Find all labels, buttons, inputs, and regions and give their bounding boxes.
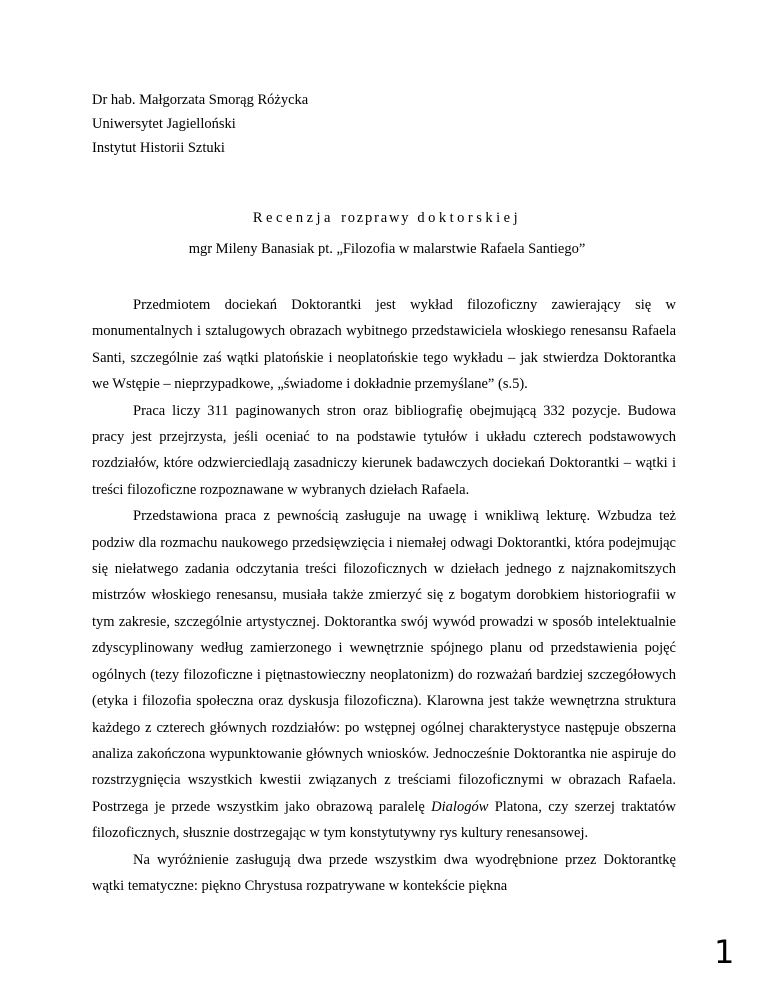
paragraph-3-italic-title: Dialogów [431, 798, 489, 815]
paragraph-4: Na wyróżnienie zasługują dwa przede wszystkim dwa wyodrębnione przez Doktorantkę wątki tematyczne: piękno Chrystusa rozpatrywane w kontekście piękna [92, 851, 676, 894]
title-word-3: doktorskiej [417, 210, 522, 226]
author-header [92, 88, 308, 160]
paragraph-2: Praca liczy 311 paginowanych stron oraz bibliografię obejmującą 332 pozycje. Budowa pracy jest przejrzysta, jeśli oceniać to na podstawie tytułów i układu czterech podstawowych rozdziałów, które odzwierciedlają zasadniczy kierunek badawczych dociekań Doktorantki – wątki i treści filozoficzne rozpoznawane w wybranych dziełach Rafaela. [92, 402, 676, 498]
document-body [92, 292, 676, 899]
author-name: Dr hab. Małgorzata Smorąg Różycka [92, 92, 309, 108]
paragraph-3 [92, 503, 676, 846]
document-subtitle: mgr Mileny Banasiak pt. „Filozofia w malarstwie Rafaela Santiego” [188, 241, 586, 257]
title-block [0, 208, 768, 259]
title-word-2: rozprawy [341, 210, 411, 226]
paragraph-3-text-before: Przedstawiona praca z pewnością zasługuje na uwagę i wnikliwą lekturę. Wzbudza też podziw dla rozmachu naukowego przedsięwzięcia i niemałej odwagi Doktorantki, która podejmując się niełatwego zadania odczytania treści filozoficznych w dziełach jednego z najznakomitszych mistrzów włoskiego renesansu, musiała także zmierzyć się z bogatym dorobkiem historiografii w tym zakresie, szczególnie artystycznej. Doktorantka swój wywód prowadzi w sposób intelektualnie zdyscyplinowany według zamierzonego i wewnętrznie spójnego planu od przedstawienia pojęć ogólnych (tezy filozoficzne i piętnastowieczny neoplatonizm) do rozważań bardziej szczegółowych (etyka i filozofia społeczna oraz dyskusja filozoficzna). Klarowna jest także wewnętrzna struktura każdego z czterech głównych rozdziałów: po wstępnej ogólnej charakterystyce następuje obszerna analiza zakończona wypunktowanie głównych wniosków. Jednocześnie Doktorantka nie aspiruje do rozstrzygnięcia wszystkich kwestii związanych z treściami filozoficznymi w obrazach Rafaela. Postrzega je przede wszystkim jako obrazową paralelę [92, 508, 676, 815]
title-word-1: Recenzja [252, 210, 334, 226]
university-name: Uniwersytet Jagielloński [92, 116, 236, 132]
paragraph-3-text-after: Platona, czy szerzej traktatów filozoficznych, słusznie dostrzegając w tym konstytutywny rys kultury renesansowej. [92, 798, 677, 842]
institute-name: Instytut Historii Sztuki [92, 140, 225, 156]
page-number: 1 [714, 933, 735, 971]
paragraph-1: Przedmiotem dociekań Doktorantki jest wykład filozoficzny zawierający się w monumentalnych i sztalugowych obrazach wybitnego przedstawiciela włoskiego renesansu Rafaela Santi, szczególnie zaś wątki platońskie i neoplatońskie tego wykładu – jak stwierdza Doktorantka we Wstępie – nieprzypadkowe, „świadome i dokładnie przemyślane” (s.5). [92, 297, 676, 393]
document-title [6, 208, 768, 228]
